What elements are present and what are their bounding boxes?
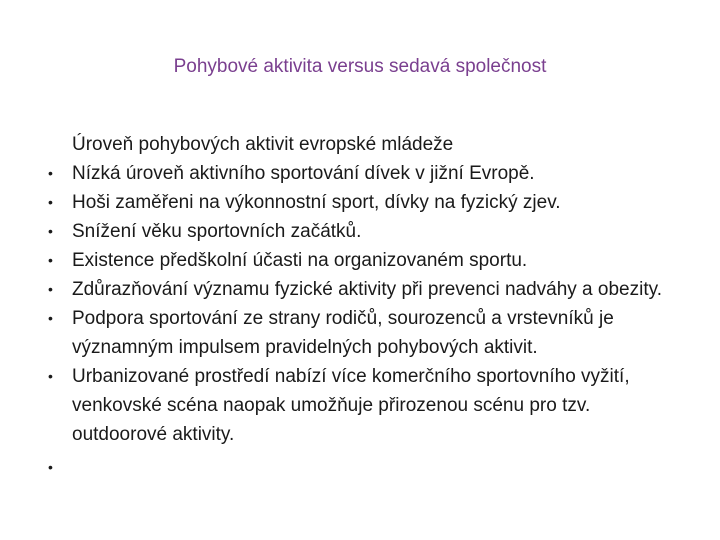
bullet-icon: • [48,223,53,239]
bullet-item [48,159,688,188]
subheading: Úroveň pohybových aktivit evropské mládeže [72,134,454,155]
slide-title: Pohybové aktivita versus sedavá společnost [173,56,547,77]
bullet-item [48,188,688,217]
bullet-text: Podpora sportování ze strany rodičů, sourozenců a vrstevníků je významným impulsem pravidelných pohybových aktivit. [72,308,614,358]
bullet-icon: • [48,310,53,326]
bullet-icon: • [48,252,53,268]
bullet-item [48,275,688,304]
bullet-item [48,246,688,275]
bullet-list [48,159,688,482]
bullet-icon: • [48,165,53,181]
bullet-text: Hoši zaměřeni na výkonnostní sport, dívky na fyzický zjev. [72,192,561,213]
bullet-item-empty [48,453,688,482]
bullet-icon: • [48,281,53,297]
bullet-icon: • [48,459,53,475]
bullet-item [48,304,688,362]
bullet-icon: • [48,194,53,210]
bullet-text: Zdůrazňování významu fyzické aktivity při prevenci nadváhy a obezity. [72,279,662,300]
slide-content [48,130,688,482]
bullet-item [48,217,688,246]
bullet-text: Nízká úroveň aktivního sportování dívek v jižní Evropě. [72,163,535,184]
bullet-icon: • [48,368,53,384]
bullet-text: Urbanizované prostředí nabízí více komerčního sportovního vyžití, venkovské scéna naopak umožňuje přirozenou scénu pro tzv. outdoorové aktivity. [72,366,630,445]
bullet-text: Existence předškolní účasti na organizovaném sportu. [72,250,528,271]
bullet-text: Snížení věku sportovních začátků. [72,221,362,242]
bullet-item [48,362,688,449]
